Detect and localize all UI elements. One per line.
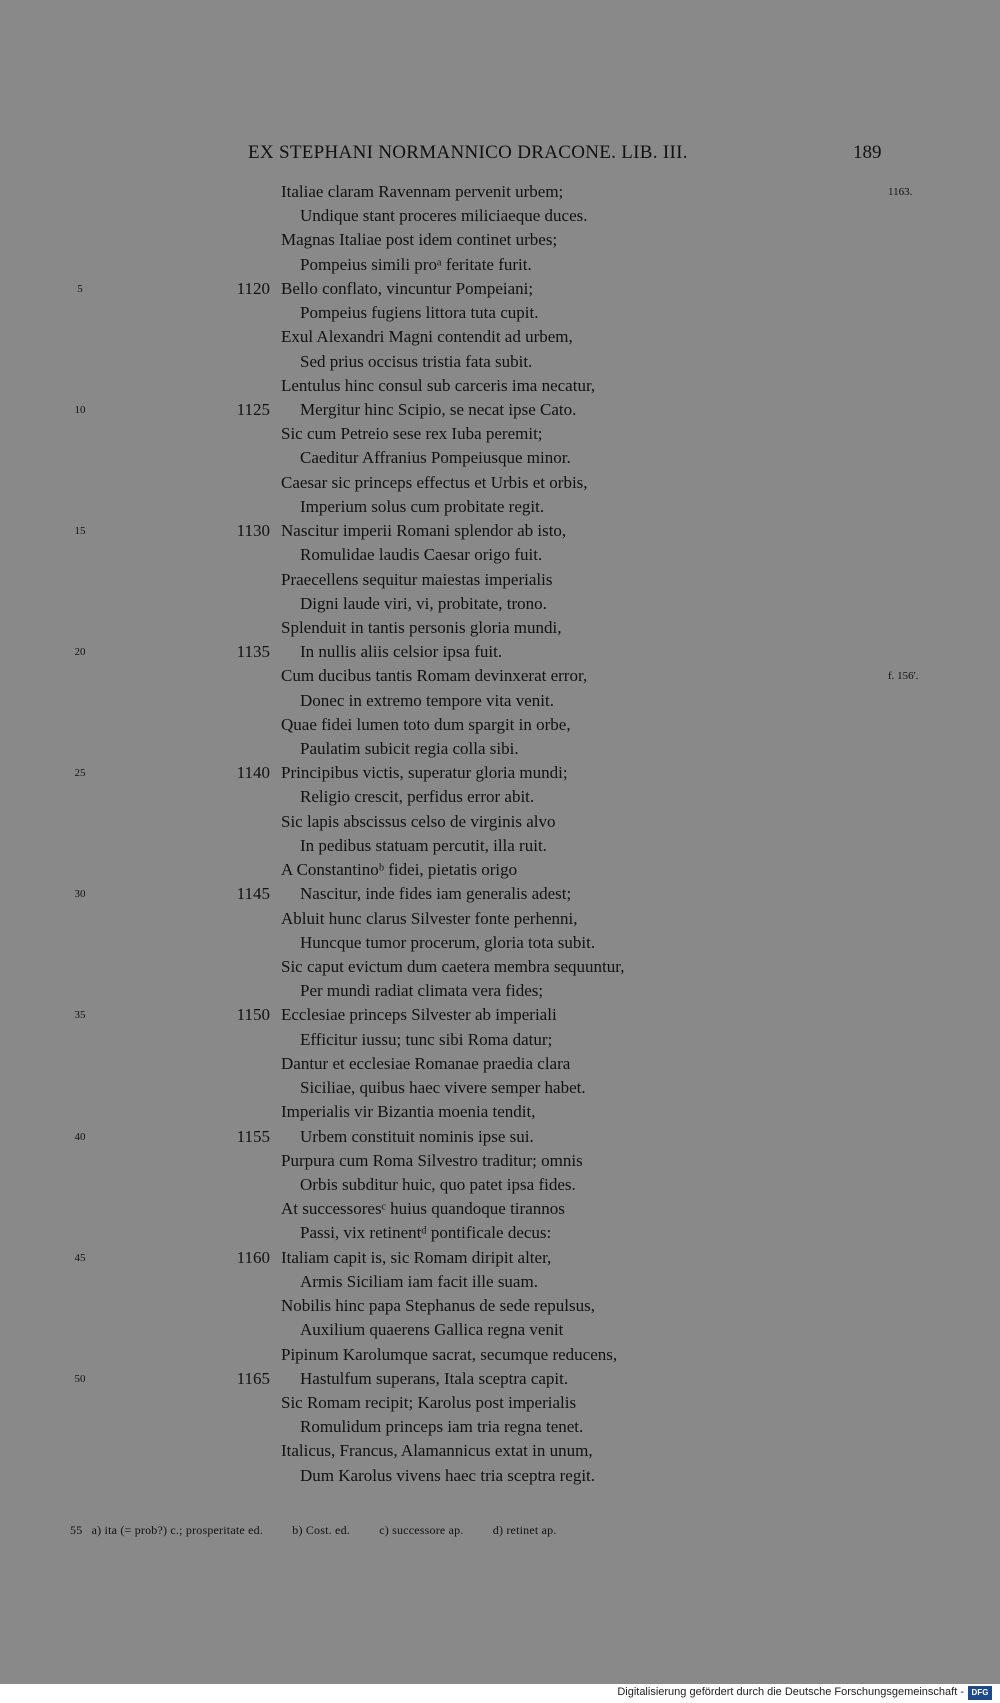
- verse-line: [0, 543, 1000, 567]
- verse-number: 1120: [236, 278, 270, 298]
- poem-text: [0, 180, 1000, 1488]
- verse-text: Italiae claram Ravennam pervenit urbem;: [281, 182, 564, 201]
- verse-text: Hastulfum superans, Itala sceptra capit.: [300, 1368, 569, 1388]
- verse-line: [0, 737, 1000, 761]
- digitization-credit: Digitalisierung gefördert durch die Deutsche Forschungsgemeinschaft -: [617, 1686, 964, 1698]
- margin-line-number: 20: [74, 646, 86, 659]
- verse-line: [0, 1391, 1000, 1415]
- verse-line: [0, 1439, 1000, 1463]
- verse-line: [0, 1464, 1000, 1488]
- verse-text: Sed prius occisus tristia fata subit.: [300, 351, 533, 371]
- side-note: 1163.: [888, 186, 913, 198]
- verse-text: Urbem constituit nominis ipse sui.: [300, 1126, 534, 1146]
- verse-text: Sic cum Petreio sese rex Iuba peremit;: [281, 424, 543, 444]
- verse-text: Pompeius simili proᵃ feritate furit.: [300, 254, 532, 274]
- verse-line: [0, 301, 1000, 325]
- verse-number: 1165: [236, 1368, 270, 1388]
- verse-line: [0, 1318, 1000, 1342]
- verse-text: Pipinum Karolumque sacrat, secumque reducens,: [281, 1344, 618, 1364]
- margin-line-number: 50: [74, 1372, 86, 1385]
- verse-text: Magnas Italiae post idem continet urbes;: [281, 230, 558, 250]
- verse-line: [0, 785, 1000, 809]
- verse-line: [0, 519, 1000, 543]
- margin-line-number: 45: [74, 1251, 86, 1264]
- verse-number: 1130: [236, 521, 270, 541]
- verse-text: Paulatim subicit regia colla sibi.: [300, 739, 519, 759]
- verse-line: [0, 810, 1000, 834]
- verse-text: Romulidum princeps iam tria regna tenet.: [300, 1417, 584, 1437]
- verse-text: In nullis aliis celsior ipsa fuit.: [300, 642, 503, 662]
- verse-text: Caesar sic princeps effectus et Urbis et orbis,: [281, 472, 588, 492]
- verse-line: [0, 1173, 1000, 1197]
- verse-text: Quae fidei lumen toto dum spargit in orbe,: [281, 714, 571, 734]
- verse-line: [0, 374, 1000, 398]
- verse-text: Praecellens sequitur maiestas imperialis: [281, 569, 553, 589]
- verse-text: Per mundi radiat climata vera fides;: [300, 981, 544, 1001]
- margin-line-number: 30: [74, 888, 86, 901]
- verse-line: [0, 858, 1000, 882]
- verse-line: [0, 277, 1000, 301]
- footnote-c: c) successore ap.: [379, 1523, 464, 1537]
- verse-text: Nobilis hinc papa Stephanus de sede repulsus,: [281, 1296, 595, 1316]
- verse-line: [0, 568, 1000, 592]
- verse-line: [0, 1076, 1000, 1100]
- verse-text: Sic Romam recipit; Karolus post imperialis: [281, 1392, 577, 1412]
- footnote-b: b) Cost. ed.: [292, 1523, 350, 1537]
- verse-text: Caeditur Affranius Pompeiusque minor.: [300, 448, 571, 468]
- verse-text: Romulidae laudis Caesar origo fuit.: [300, 545, 543, 565]
- verse-text: Huncque tumor procerum, gloria tota subit.: [300, 932, 596, 952]
- verse-line: [0, 446, 1000, 470]
- verse-text: Imperialis vir Bizantia moenia tendit,: [281, 1102, 536, 1122]
- verse-line: [0, 834, 1000, 858]
- verse-text: In pedibus statuam percutit, illa ruit.: [300, 835, 547, 855]
- verse-text: Siciliae, quibus haec vivere semper habet.: [300, 1078, 586, 1098]
- verse-number: 1155: [236, 1126, 270, 1146]
- verse-text: Mergitur hinc Scipio, se necat ipse Cato.: [300, 399, 577, 419]
- verse-text: Cum ducibus tantis Romam devinxerat error,: [281, 666, 588, 686]
- verse-text: Efficitur iussu; tunc sibi Roma datur;: [300, 1029, 553, 1049]
- verse-text: Nascitur, inde fides iam generalis adest;: [300, 884, 572, 904]
- verse-line: [0, 398, 1000, 422]
- verse-line: [0, 1125, 1000, 1149]
- verse-line: [0, 253, 1000, 277]
- verse-line: [0, 1415, 1000, 1439]
- verse-text: Armis Siciliam iam facit ille suam.: [300, 1271, 538, 1291]
- verse-line: [0, 907, 1000, 931]
- verse-text: Abluit hunc clarus Silvester fonte perhenni,: [281, 908, 578, 928]
- verse-number: 1135: [236, 642, 270, 662]
- margin-line-number: 40: [74, 1130, 86, 1143]
- verse-number: 1125: [236, 399, 270, 419]
- verse-text: Italicus, Francus, Alamannicus extat in unum,: [281, 1441, 593, 1461]
- verse-text: Sic caput evictum dum caetera membra sequuntur,: [281, 957, 625, 976]
- verse-line: [0, 325, 1000, 349]
- footnote-a: a) ita (= prob?) c.; prosperitate ed.: [91, 1523, 264, 1537]
- verse-text: Digni laude viri, vi, probitate, trono.: [300, 593, 547, 613]
- verse-text: Dantur et ecclesiae Romanae praedia clara: [281, 1053, 571, 1073]
- verse-line: [0, 1367, 1000, 1391]
- verse-text: Purpura cum Roma Silvestro traditur; omnis: [281, 1150, 583, 1170]
- verse-line: [0, 228, 1000, 252]
- verse-text: Lentulus hinc consul sub carceris ima necatur,: [281, 375, 596, 395]
- verse-text: Sic lapis abscissus celso de virginis alvo: [281, 811, 556, 831]
- verse-line: [0, 1028, 1000, 1052]
- verse-line: [0, 1270, 1000, 1294]
- margin-line-number: 35: [74, 1009, 86, 1022]
- verse-line: [0, 761, 1000, 785]
- verse-number: 1150: [236, 1005, 270, 1025]
- verse-text: Undique stant proceres miliciaeque duces.: [300, 206, 588, 226]
- margin-line-number: 25: [74, 767, 86, 780]
- verse-text: Dum Karolus vivens haec tria sceptra regit.: [300, 1465, 596, 1485]
- verse-line: [0, 882, 1000, 906]
- verse-text: Splenduit in tantis personis gloria mundi,: [281, 617, 562, 637]
- verse-text: Passi, vix retinentᵈ pontificale decus:: [300, 1223, 552, 1243]
- running-head: EX STEPHANI NORMANNICO DRACONE. LIB. III.: [248, 142, 688, 163]
- verse-line: [0, 180, 1000, 204]
- verse-text: Imperium solus cum probitate regit.: [300, 496, 545, 516]
- verse-line: [0, 1221, 1000, 1245]
- verse-text: Orbis subditur huic, quo patet ipsa fides.: [300, 1174, 576, 1194]
- verse-line: [0, 931, 1000, 955]
- verse-text: Auxilium quaerens Gallica regna venit: [300, 1320, 564, 1340]
- verse-line: [0, 713, 1000, 737]
- verse-line: [0, 1294, 1000, 1318]
- verse-number: 1140: [236, 763, 270, 783]
- margin-line-number: 15: [74, 525, 86, 538]
- verse-text: Principibus victis, superatur gloria mundi;: [281, 763, 568, 783]
- verse-line: [0, 616, 1000, 640]
- verse-line: [0, 640, 1000, 664]
- verse-text: Ecclesiae princeps Silvester ab imperiali: [281, 1005, 557, 1025]
- verse-line: [0, 1246, 1000, 1270]
- verse-text: Exul Alexandri Magni contendit ad urbem,: [281, 327, 573, 347]
- verse-line: [0, 955, 1000, 979]
- digitization-footer: [0, 1684, 1000, 1703]
- verse-text: At successoresᶜ huius quandoque tirannos: [281, 1199, 565, 1219]
- verse-text: Bello conflato, vincuntur Pompeiani;: [281, 278, 534, 298]
- verse-line: [0, 1052, 1000, 1076]
- verse-line: [0, 1100, 1000, 1124]
- verse-number: 1145: [236, 884, 270, 904]
- footnotes: [70, 1523, 583, 1538]
- side-note: f. 156'.: [888, 670, 919, 683]
- verse-line: [0, 1149, 1000, 1173]
- verse-line: [0, 350, 1000, 374]
- verse-line: [0, 422, 1000, 446]
- verse-line: [0, 1003, 1000, 1027]
- verse-line: [0, 664, 1000, 688]
- verse-text: Pompeius fugiens littora tuta cupit.: [300, 303, 539, 323]
- dfg-logo-icon: DFG: [968, 1686, 992, 1700]
- verse-text: Italiam capit is, sic Romam diripit alter,: [281, 1247, 552, 1267]
- page-number: 189: [853, 142, 882, 163]
- verse-number: 1160: [236, 1247, 270, 1267]
- footnote-line-ref: 55: [70, 1523, 83, 1537]
- margin-line-number: 10: [74, 403, 86, 416]
- verse-text: Donec in extremo tempore vita venit.: [300, 690, 554, 710]
- verse-line: [0, 979, 1000, 1003]
- verse-text: Nascitur imperii Romani splendor ab isto,: [281, 521, 567, 541]
- verse-line: [0, 495, 1000, 519]
- verse-line: [0, 1197, 1000, 1221]
- margin-line-number: 5: [77, 282, 83, 295]
- verse-line: [0, 689, 1000, 713]
- verse-text: A Constantinoᵇ fidei, pietatis origo: [281, 860, 518, 880]
- verse-line: [0, 471, 1000, 495]
- verse-line: [0, 1343, 1000, 1367]
- footnote-d: d) retinet ap.: [492, 1523, 557, 1537]
- verse-line: [0, 592, 1000, 616]
- verse-text: Religio crescit, perfidus error abit.: [300, 787, 535, 807]
- verse-line: [0, 204, 1000, 228]
